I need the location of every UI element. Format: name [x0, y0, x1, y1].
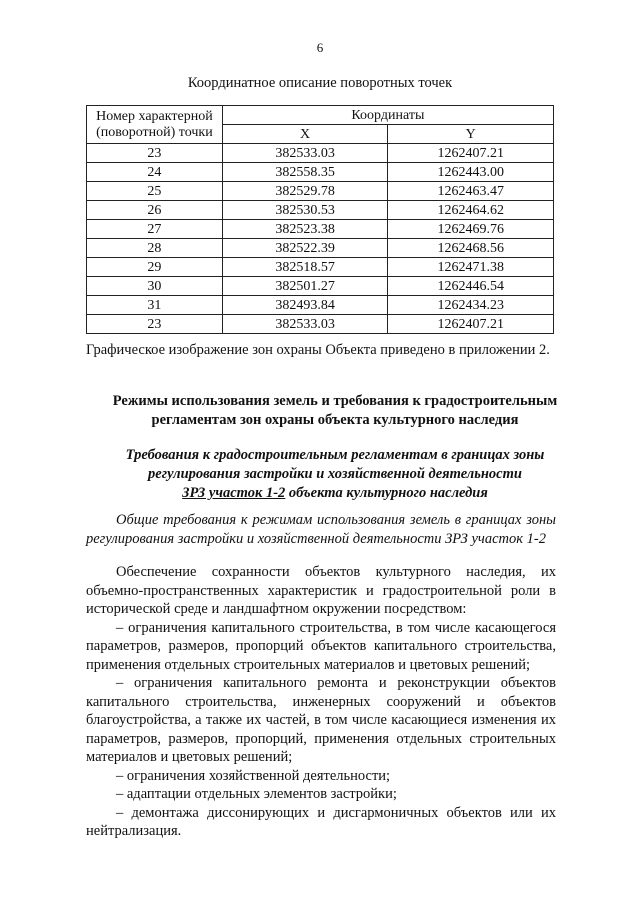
x-cell: 382533.03 [222, 144, 388, 163]
graphic-note: Графическое изображение зон охраны Объекта приведено в приложении 2. [86, 342, 550, 358]
table-row [87, 163, 554, 182]
y-cell: 1262434.23 [388, 296, 554, 315]
x-cell: 382518.57 [222, 258, 388, 277]
list-item: – ограничения капитального строительства, в том числе касающегося параметров, размеров, пропорций объектов капитального строительства, применения отдельных строительных материалов и цветовых решений; [86, 619, 556, 673]
y-cell: 1262468.56 [388, 239, 554, 258]
y-cell: 1262469.76 [388, 220, 554, 239]
y-cell: 1262407.21 [388, 144, 554, 163]
subsection-title-line3: объекта культурного наследия [285, 485, 488, 501]
x-header: X [222, 125, 388, 144]
point-cell: 23 [87, 315, 223, 334]
list-item: – ограничения капитального ремонта и реконструкции объектов капитального строительства, инженерных сооружений и объектов благоустройства, а также их частей, в том числе касающиеся изменения их параметров, размеров, пропорций, применения отдельных строительных материалов и цветовых решений; [86, 675, 556, 765]
coordinates-table [86, 105, 554, 334]
x-cell: 382530.53 [222, 201, 388, 220]
x-cell: 382501.27 [222, 277, 388, 296]
general-requirements-intro: Общие требования к режимам использования земель в границах зоны регулирования застройки и хозяйственной деятельности ЗРЗ участок 1-2 [86, 512, 556, 547]
section-title [100, 392, 570, 430]
point-number-header [87, 106, 223, 144]
x-cell: 382523.38 [222, 220, 388, 239]
point-header-line1: Номер характерной [96, 108, 213, 124]
zone-code: ЗРЗ участок 1-2 [182, 485, 286, 501]
table-row [87, 220, 554, 239]
section-title-line1: Режимы использования земель и требования к градостроительным [112, 393, 558, 409]
x-cell: 382533.03 [222, 315, 388, 334]
subsection-title-line1: Требования к градостроительным регламентам в границах зоны [125, 447, 545, 463]
y-header: Y [388, 125, 554, 144]
y-cell: 1262471.38 [388, 258, 554, 277]
table-row [87, 239, 554, 258]
page-number: 6 [316, 40, 324, 55]
table-row [87, 182, 554, 201]
table-row [87, 144, 554, 163]
table-header-row [87, 106, 554, 125]
list-item: – ограничения хозяйственной деятельности; [116, 767, 391, 784]
point-cell: 29 [87, 258, 223, 277]
x-cell: 382558.35 [222, 163, 388, 182]
point-cell: 26 [87, 201, 223, 220]
x-cell: 382493.84 [222, 296, 388, 315]
body-text [86, 563, 556, 841]
subsection-title-line2: регулирования застройки и хозяйственной деятельности [148, 466, 522, 482]
section-title-line2: регламентам зон охраны объекта культурного наследия [151, 412, 519, 428]
x-cell: 382522.39 [222, 239, 388, 258]
y-cell: 1262463.47 [388, 182, 554, 201]
paragraph: Обеспечение сохранности объектов культурного наследия, их объемно-пространственных характеристик и градостроительной роли в исторической среде и ландшафтном окружении посредством: [86, 564, 556, 617]
point-cell: 24 [87, 163, 223, 182]
point-header-line2: (поворотной) точки [96, 124, 213, 140]
table-row [87, 296, 554, 315]
point-cell: 30 [87, 277, 223, 296]
table-row [87, 201, 554, 220]
y-cell: 1262446.54 [388, 277, 554, 296]
y-cell: 1262464.62 [388, 201, 554, 220]
list-item: – демонтажа диссонирующих и дисгармоничных объектов или их нейтрализация. [86, 804, 556, 839]
subsection-title [100, 446, 570, 503]
y-cell: 1262407.21 [388, 315, 554, 334]
coordinates-header: Координаты [222, 106, 553, 125]
list-item: – адаптации отдельных элементов застройки; [116, 786, 397, 802]
table-caption: Координатное описание поворотных точек [187, 75, 453, 91]
point-cell: 28 [87, 239, 223, 258]
y-cell: 1262443.00 [388, 163, 554, 182]
point-cell: 27 [87, 220, 223, 239]
point-cell: 23 [87, 144, 223, 163]
x-cell: 382529.78 [222, 182, 388, 201]
table-row [87, 277, 554, 296]
table-row [87, 258, 554, 277]
point-cell: 31 [87, 296, 223, 315]
point-cell: 25 [87, 182, 223, 201]
table-row [87, 315, 554, 334]
